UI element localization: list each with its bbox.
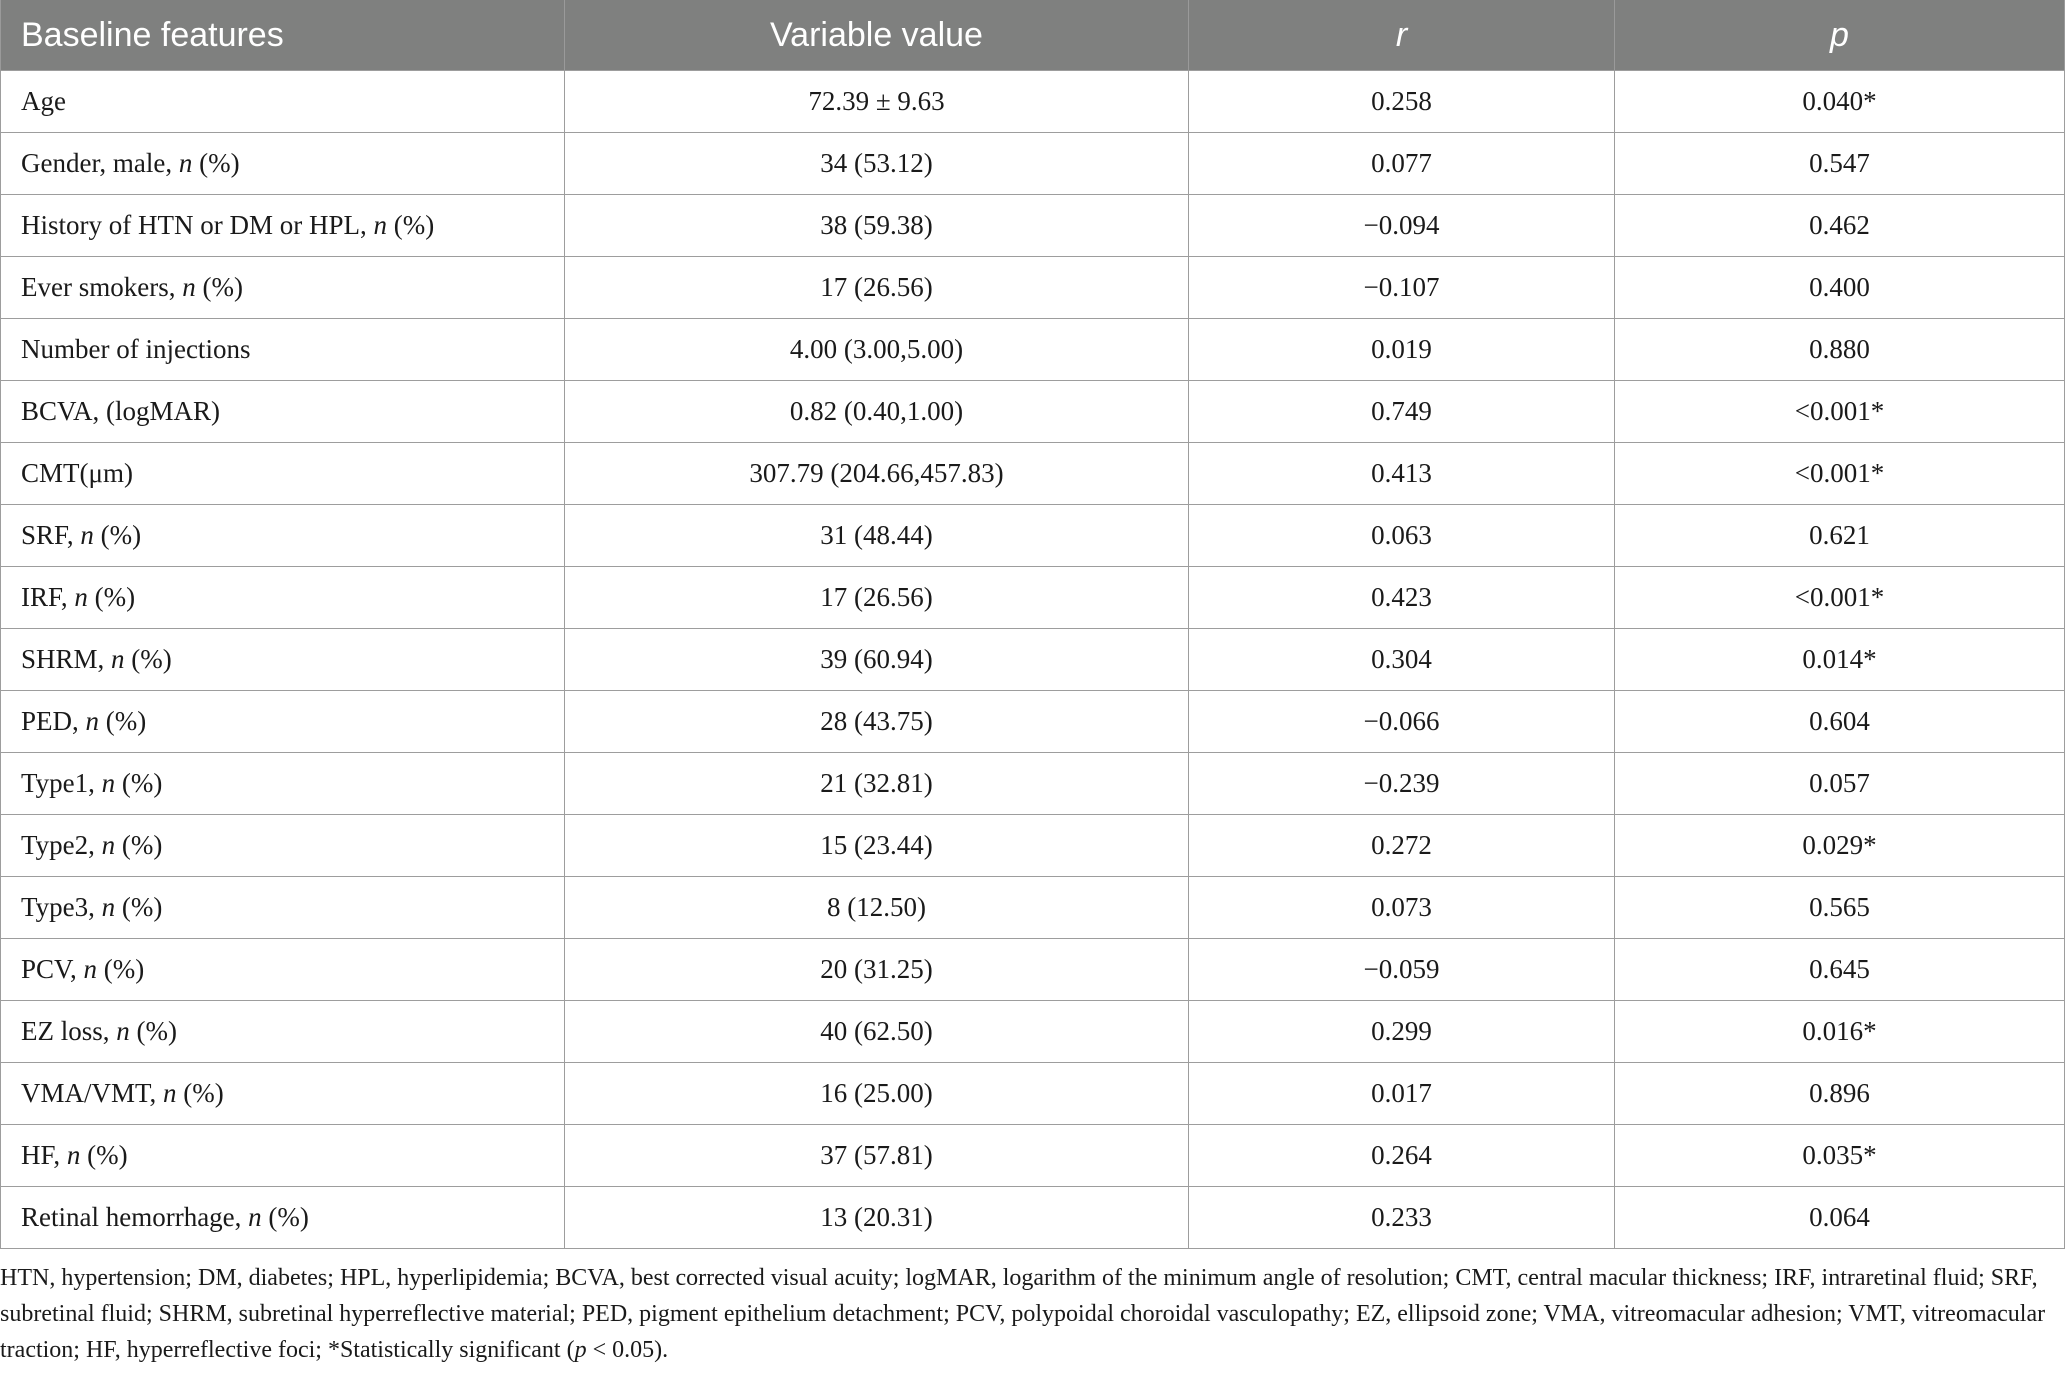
variable-value-cell: 37 (57.81) <box>565 1125 1189 1187</box>
r-value-cell: −0.239 <box>1189 753 1615 815</box>
table-row <box>1 443 2065 505</box>
variable-value-cell: 13 (20.31) <box>565 1187 1189 1249</box>
r-value-cell: 0.264 <box>1189 1125 1615 1187</box>
variable-value-cell: 4.00 (3.00,5.00) <box>565 319 1189 381</box>
n-symbol: n <box>178 148 193 178</box>
feature-label: Retinal hemorrhage, <box>21 1202 249 1232</box>
feature-label: Type3, <box>21 892 102 922</box>
p-value-cell: 0.604 <box>1615 691 2065 753</box>
n-symbol: n <box>101 768 116 798</box>
feature-label-cell <box>1 195 565 257</box>
n-symbol: n <box>116 1016 130 1046</box>
feature-label-cell <box>1 319 565 381</box>
feature-label-cell <box>1 753 565 815</box>
r-value-cell: −0.094 <box>1189 195 1615 257</box>
footnote-text: HTN, hypertension; DM, diabetes; HPL, hyperlipidemia; BCVA, best corrected visual acuity; logMAR, logarithm of the minimum angle of resolution; CMT, central macular thickness; IRF, intraretinal fluid; SRF, subretinal fluid; SHRM, subretinal hyperreflective material; PED, pigment epithelium detachment; PCV, polypoidal choroidal vasculopathy; EZ, ellipsoid zone; VMA, vitreomacular adhesion; VMT, vitreomacular traction; HF, hyperreflective foci; *Statistically significant ( <box>0 1265 2046 1363</box>
feature-label-suffix: (%) <box>124 644 172 674</box>
variable-value-cell: 15 (23.44) <box>565 815 1189 877</box>
variable-value-cell: 28 (43.75) <box>565 691 1189 753</box>
feature-label: SHRM, <box>21 644 112 674</box>
n-symbol: n <box>83 954 98 984</box>
r-value-cell: −0.066 <box>1189 691 1615 753</box>
p-value-cell: 0.064 <box>1615 1187 2065 1249</box>
feature-label-suffix: (%) <box>99 706 147 736</box>
table-row <box>1 691 2065 753</box>
table-row <box>1 877 2065 939</box>
table-row <box>1 319 2065 381</box>
table-row <box>1 257 2065 319</box>
p-value-cell: 0.565 <box>1615 877 2065 939</box>
table-row <box>1 1001 2065 1063</box>
header-r: r <box>1189 0 1615 71</box>
n-symbol: n <box>182 272 196 302</box>
r-value-cell: 0.299 <box>1189 1001 1615 1063</box>
feature-label-cell <box>1 939 565 1001</box>
r-value-cell: 0.077 <box>1189 133 1615 195</box>
r-value-cell: 0.423 <box>1189 567 1615 629</box>
table-row <box>1 133 2065 195</box>
table-row <box>1 753 2065 815</box>
variable-value-cell: 31 (48.44) <box>565 505 1189 567</box>
feature-label-cell <box>1 257 565 319</box>
feature-label-cell <box>1 1187 565 1249</box>
p-value-cell: <0.001* <box>1615 567 2065 629</box>
p-value-cell: 0.035* <box>1615 1125 2065 1187</box>
p-value-cell: 0.014* <box>1615 629 2065 691</box>
r-value-cell: 0.272 <box>1189 815 1615 877</box>
p-value-cell: 0.016* <box>1615 1001 2065 1063</box>
n-symbol: n <box>74 582 88 612</box>
feature-label-cell <box>1 815 565 877</box>
r-value-cell: 0.017 <box>1189 1063 1615 1125</box>
p-value-cell: 0.645 <box>1615 939 2065 1001</box>
feature-label: History of HTN or DM or HPL, <box>21 210 374 240</box>
feature-label-suffix: (%) <box>192 148 240 178</box>
p-value-cell: 0.896 <box>1615 1063 2065 1125</box>
feature-label: PCV, <box>21 954 84 984</box>
table-body <box>1 71 2065 1249</box>
r-value-cell: −0.059 <box>1189 939 1615 1001</box>
footnote-p-symbol: p <box>574 1337 587 1363</box>
footnote-end: < 0.05). <box>586 1337 669 1363</box>
r-value-cell: 0.749 <box>1189 381 1615 443</box>
header-variable-value: Variable value <box>565 0 1189 71</box>
feature-label-suffix: (%) <box>87 582 136 612</box>
feature-label-suffix: (%) <box>195 272 243 302</box>
feature-label: BCVA, (logMAR) <box>21 396 221 426</box>
n-symbol: n <box>373 210 387 240</box>
feature-label-suffix: (%) <box>97 954 145 984</box>
p-value-cell: 0.462 <box>1615 195 2065 257</box>
p-value-cell: 0.547 <box>1615 133 2065 195</box>
feature-label-suffix: (%) <box>115 830 163 860</box>
p-value-cell: 0.029* <box>1615 815 2065 877</box>
variable-value-cell: 40 (62.50) <box>565 1001 1189 1063</box>
table-header-row <box>1 0 2065 71</box>
feature-label-cell <box>1 133 565 195</box>
header-baseline-features: Baseline features <box>1 0 565 71</box>
variable-value-cell: 8 (12.50) <box>565 877 1189 939</box>
n-symbol: n <box>101 892 116 922</box>
feature-label-cell <box>1 443 565 505</box>
feature-label: IRF, <box>21 582 75 612</box>
feature-label: Number of injections <box>21 334 251 364</box>
feature-label: VMA/VMT, <box>21 1078 164 1108</box>
feature-label: EZ loss, <box>21 1016 117 1046</box>
n-symbol: n <box>66 1140 81 1170</box>
feature-label-suffix: (%) <box>261 1202 309 1232</box>
feature-label: CMT(μm) <box>21 458 133 488</box>
n-symbol: n <box>248 1202 262 1232</box>
table-row <box>1 1063 2065 1125</box>
variable-value-cell: 16 (25.00) <box>565 1063 1189 1125</box>
table-row <box>1 629 2065 691</box>
r-value-cell: −0.107 <box>1189 257 1615 319</box>
variable-value-cell: 17 (26.56) <box>565 257 1189 319</box>
table-row <box>1 815 2065 877</box>
variable-value-cell: 307.79 (204.66,457.83) <box>565 443 1189 505</box>
r-value-cell: 0.233 <box>1189 1187 1615 1249</box>
feature-label: Gender, male, <box>21 148 179 178</box>
feature-label-cell <box>1 629 565 691</box>
feature-label: Age <box>21 86 66 116</box>
variable-value-cell: 38 (59.38) <box>565 195 1189 257</box>
p-value-cell: 0.880 <box>1615 319 2065 381</box>
table-row <box>1 505 2065 567</box>
feature-label-suffix: (%) <box>80 1140 128 1170</box>
table-row <box>1 567 2065 629</box>
feature-label-suffix: (%) <box>386 210 435 240</box>
feature-label: SRF, <box>21 520 81 550</box>
feature-label-suffix: (%) <box>129 1016 177 1046</box>
feature-label-cell <box>1 1125 565 1187</box>
variable-value-cell: 21 (32.81) <box>565 753 1189 815</box>
variable-value-cell: 0.82 (0.40,1.00) <box>565 381 1189 443</box>
feature-label-suffix: (%) <box>93 520 142 550</box>
variable-value-cell: 17 (26.56) <box>565 567 1189 629</box>
n-symbol: n <box>101 830 116 860</box>
feature-label: Ever smokers, <box>21 272 183 302</box>
r-value-cell: 0.258 <box>1189 71 1615 133</box>
variable-value-cell: 72.39 ± 9.63 <box>565 71 1189 133</box>
n-symbol: n <box>80 520 94 550</box>
p-value-cell: 0.040* <box>1615 71 2065 133</box>
feature-label: Type1, <box>21 768 102 798</box>
feature-label-suffix: (%) <box>115 892 163 922</box>
feature-label: PED, <box>21 706 86 736</box>
variable-value-cell: 20 (31.25) <box>565 939 1189 1001</box>
table-row <box>1 1125 2065 1187</box>
feature-label-cell <box>1 71 565 133</box>
feature-label-cell <box>1 505 565 567</box>
p-value-cell: <0.001* <box>1615 443 2065 505</box>
n-symbol: n <box>163 1078 177 1108</box>
table-row <box>1 939 2065 1001</box>
r-value-cell: 0.304 <box>1189 629 1615 691</box>
r-value-cell: 0.073 <box>1189 877 1615 939</box>
table-row <box>1 1187 2065 1249</box>
table-row <box>1 381 2065 443</box>
p-value-cell: 0.621 <box>1615 505 2065 567</box>
variable-value-cell: 34 (53.12) <box>565 133 1189 195</box>
variable-value-cell: 39 (60.94) <box>565 629 1189 691</box>
feature-label: Type2, <box>21 830 102 860</box>
feature-label-suffix: (%) <box>176 1078 224 1108</box>
feature-label-suffix: (%) <box>115 768 163 798</box>
n-symbol: n <box>111 644 125 674</box>
table-row <box>1 71 2065 133</box>
feature-label-cell <box>1 1063 565 1125</box>
n-symbol: n <box>85 706 100 736</box>
table-row <box>1 195 2065 257</box>
table-footnote <box>0 1260 2050 1368</box>
header-p: p <box>1615 0 2065 71</box>
p-value-cell: 0.057 <box>1615 753 2065 815</box>
feature-label-cell <box>1 381 565 443</box>
r-value-cell: 0.413 <box>1189 443 1615 505</box>
p-value-cell: <0.001* <box>1615 381 2065 443</box>
r-value-cell: 0.063 <box>1189 505 1615 567</box>
feature-label-cell <box>1 567 565 629</box>
feature-label-cell <box>1 691 565 753</box>
feature-label-cell <box>1 1001 565 1063</box>
feature-label: HF, <box>21 1140 67 1170</box>
feature-label-cell <box>1 877 565 939</box>
r-value-cell: 0.019 <box>1189 319 1615 381</box>
p-value-cell: 0.400 <box>1615 257 2065 319</box>
